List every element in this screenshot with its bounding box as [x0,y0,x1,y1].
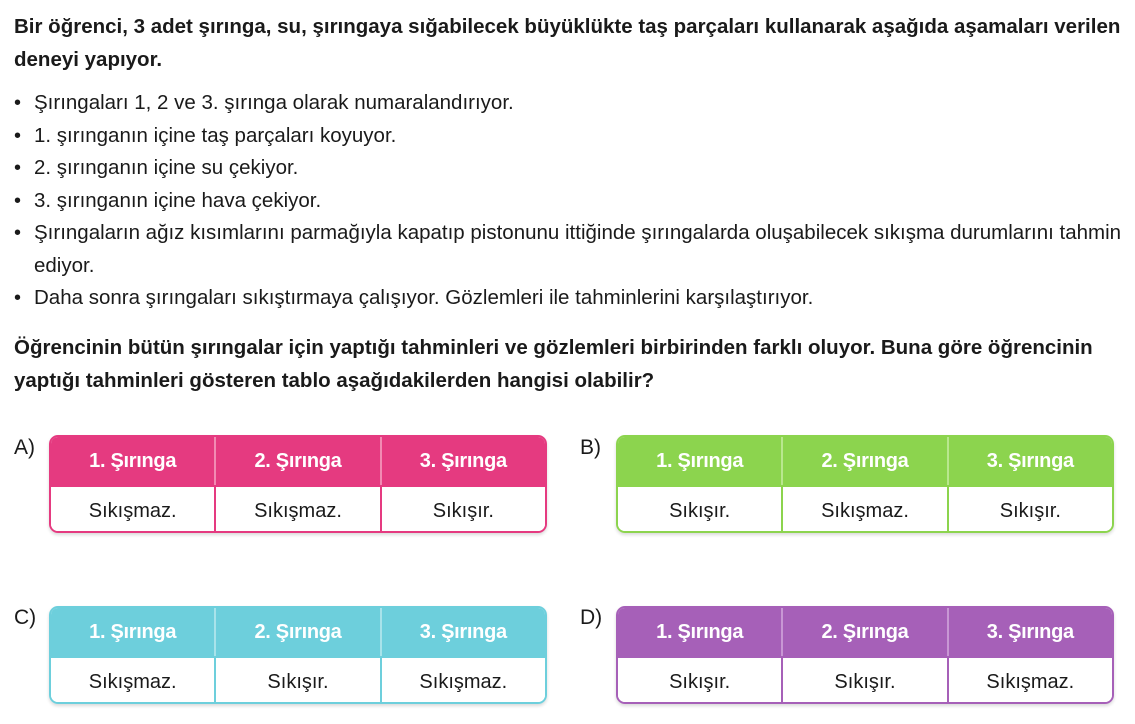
bullet-icon: • [14,287,22,309]
step-text: Şırıngaların ağız kısımlarını parmağıyla kapatıp pistonunu ittiğinde şırıngalarda oluşabilecek sıkışma durumlarını tahmin ediyor. [34,221,1122,277]
header-cell: 1. Şırınga [656,620,744,643]
value-cell: Sıkışmaz. [51,658,214,704]
list-item [14,87,1122,120]
list-item [14,282,1122,315]
header-cell: 2. Şırınga [781,437,946,485]
step-text: 1. şırınganın içine taş parçaları koyuyor. [34,123,397,147]
header-cell: 1. Şırınga [89,620,177,643]
header-cell: 1. Şırınga [656,449,744,472]
bullet-icon: • [14,189,22,212]
table-header-row [618,608,1112,656]
value-cell: Sıkışır. [214,658,379,704]
value-cell: Sıkışır. [947,487,1112,533]
table-header-row [618,437,1112,485]
option-a-letter: A) [14,436,35,459]
header-cell: 3. Şırınga [380,437,545,485]
value-cell: Sıkışmaz. [380,658,545,704]
value-cell: Sıkışmaz. [214,487,379,533]
list-item [14,120,1122,153]
value-cell: Sıkışır. [618,658,781,704]
bullet-icon: • [14,157,22,179]
bullet-icon: • [14,222,22,244]
step-text: Daha sonra şırıngaları sıkıştırmaya çalışıyor. Gözlemleri ile tahminlerini karşılaştırıyor. [34,286,814,309]
table-header-row [51,608,545,656]
header-cell: 2. Şırınga [781,608,946,656]
option-a-table[interactable] [49,435,547,533]
list-item [14,152,1122,185]
header-cell: 2. Şırınga [214,437,379,485]
header-cell: 3. Şırınga [947,437,1112,485]
table-row [51,485,545,533]
value-cell: Sıkışır. [618,487,781,533]
option-c-letter: C) [14,606,37,629]
bullet-icon: • [14,124,22,147]
step-text: 3. şırınganın içine hava çekiyor. [34,188,322,212]
table-row [618,485,1112,533]
option-d-table[interactable] [616,606,1114,704]
question-intro: Bir öğrenci, 3 adet şırınga, su, şırıngaya sığabilecek büyüklükte taş parçaları kullanarak aşağıda aşamaları verilen deneyi yapıyor. [14,15,1121,71]
table-row [51,656,545,704]
header-cell: 3. Şırınga [380,608,545,656]
bullet-icon: • [14,92,22,114]
option-d-letter: D) [580,606,603,629]
value-cell: Sıkışmaz. [51,487,214,533]
question-stem: Öğrencinin bütün şırıngalar için yaptığı tahminleri ve gözlemleri birbirinden farklı oluyor. Buna göre öğrencinin yaptığı tahminleri gösteren tablo aşağıdakilerden hangisi olabilir? [14,336,1093,392]
option-c-table[interactable] [49,606,547,704]
value-cell: Sıkışmaz. [947,658,1112,704]
list-item [14,217,1122,282]
experiment-steps [14,87,1122,315]
table-row [618,656,1112,704]
header-cell: 3. Şırınga [947,608,1112,656]
value-cell: Sıkışmaz. [781,487,946,533]
option-b-table[interactable] [616,435,1114,533]
option-b-letter: B) [580,436,601,459]
value-cell: Sıkışır. [380,487,545,533]
step-text: Şırıngaları 1, 2 ve 3. şırınga olarak numaralandırıyor. [34,91,514,114]
table-header-row [51,437,545,485]
step-text: 2. şırınganın içine su çekiyor. [34,156,299,179]
header-cell: 1. Şırınga [89,449,177,472]
header-cell: 2. Şırınga [214,608,379,656]
list-item [14,185,1122,218]
value-cell: Sıkışır. [781,658,946,704]
